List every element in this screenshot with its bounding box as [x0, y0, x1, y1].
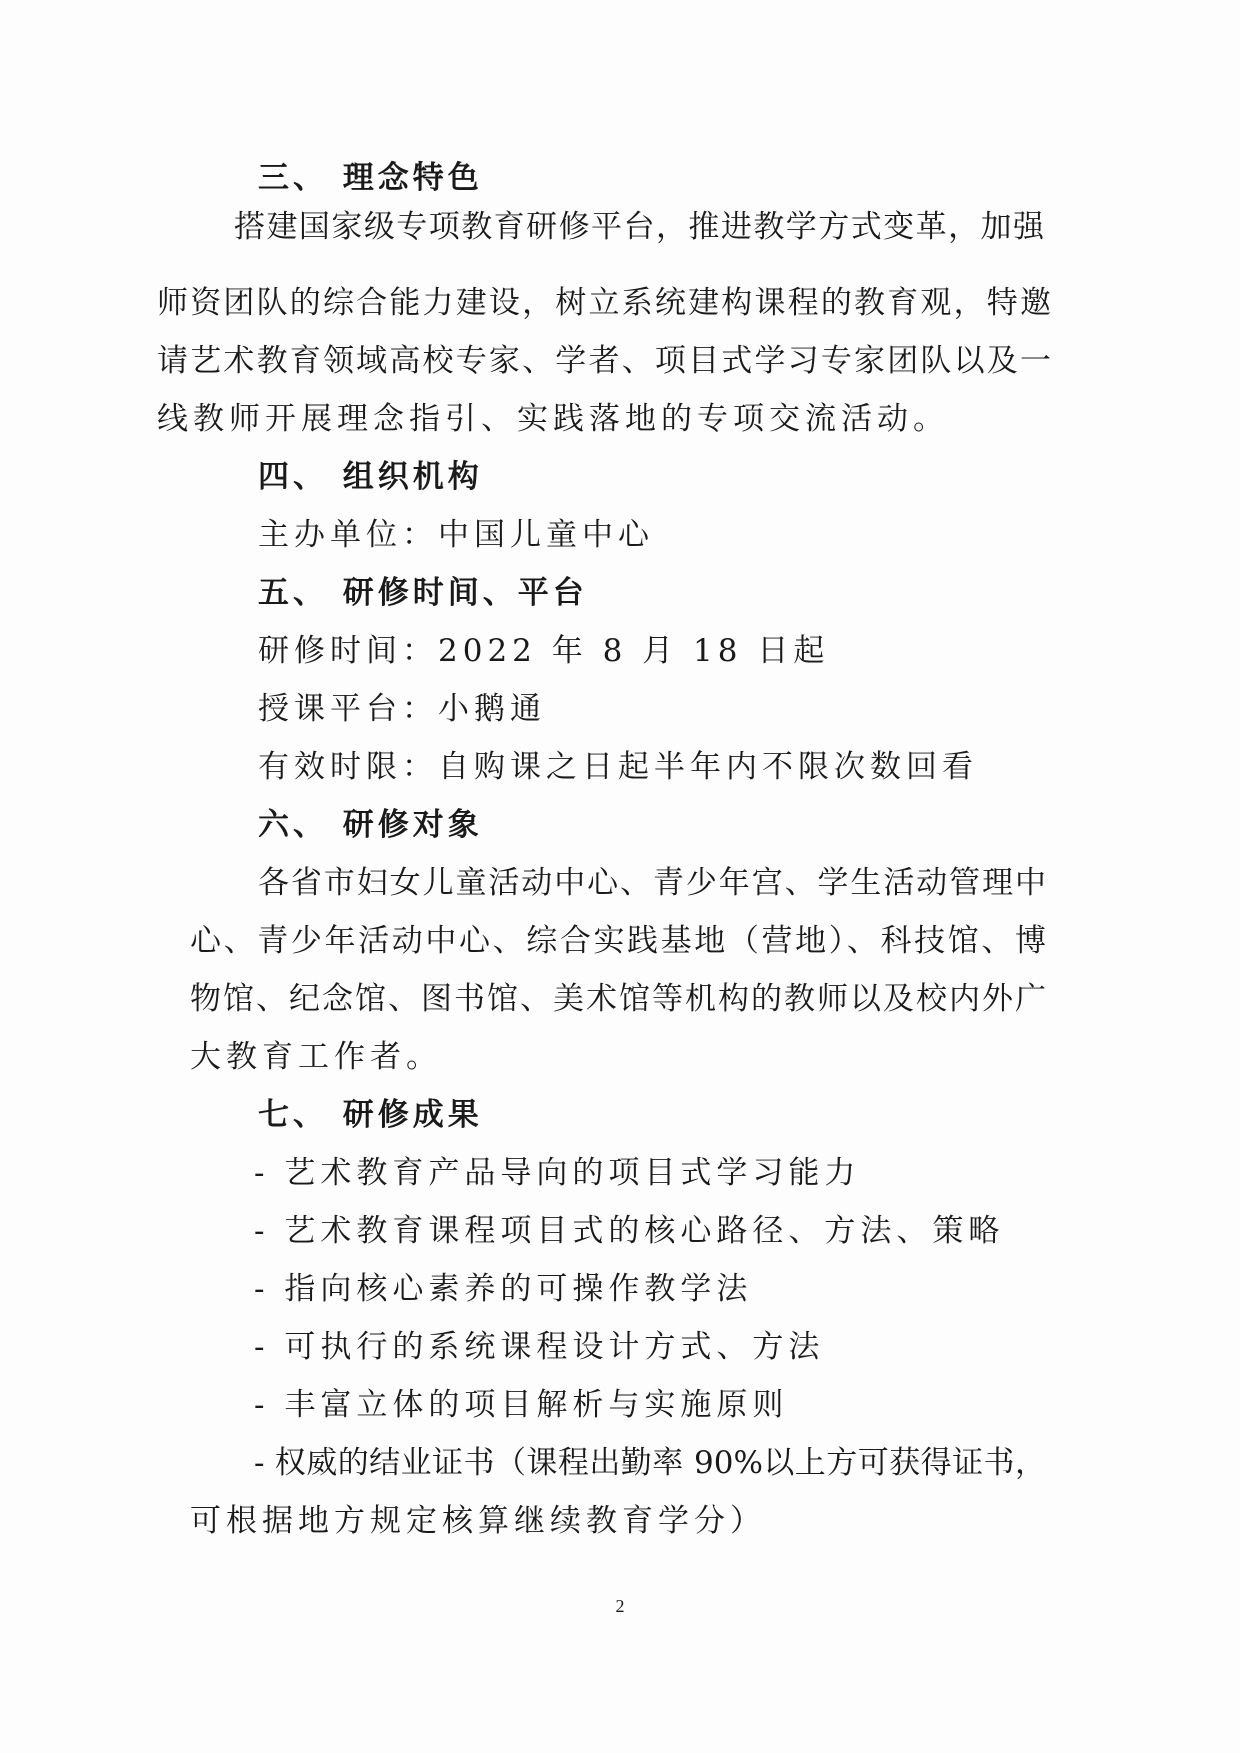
- study-time-line: 研修时间：2022 年 8 月 18 日起: [258, 633, 830, 669]
- paragraph-line: 大教育工作者。: [190, 1039, 442, 1075]
- section-heading-concept: 三、 理念特色: [258, 160, 483, 196]
- list-item: - 指向核心素养的可操作教学法: [254, 1271, 753, 1307]
- page-number: 2: [615, 1596, 625, 1616]
- validity-line: 有效时限：自购课之日起半年内不限次数回看: [258, 749, 978, 785]
- list-item: - 艺术教育课程项目式的核心路径、方法、策略: [254, 1213, 1005, 1249]
- section-heading-outcomes: 七、 研修成果: [258, 1097, 483, 1133]
- section-heading-organization: 四、 组织机构: [258, 459, 483, 495]
- list-item-continuation: 可根据地方规定核算继续教育学分）: [190, 1503, 766, 1539]
- section-heading-audience: 六、 研修对象: [258, 807, 483, 843]
- list-item: - 权威的结业证书（课程出勤率 90%以上方可获得证书，: [254, 1445, 1046, 1481]
- list-item: - 艺术教育产品导向的项目式学习能力: [254, 1155, 861, 1191]
- organizer-line: 主办单位：中国儿童中心: [258, 517, 654, 553]
- paragraph-line: 心、青少年活动中心、综合实践基地（营地）、科技馆、博: [190, 923, 1046, 959]
- platform-line: 授课平台：小鹅通: [258, 691, 546, 727]
- paragraph-line: 各省市妇女儿童活动中心、青少年宫、学生活动管理中: [258, 865, 1046, 901]
- paragraph-line: 线教师开展理念指引、实践落地的专项交流活动。: [157, 401, 949, 437]
- paragraph-line: 物馆、纪念馆、图书馆、美术馆等机构的教师以及校内外广: [190, 981, 1046, 1017]
- section-heading-time-platform: 五、 研修时间、平台: [258, 575, 588, 611]
- list-item: - 丰富立体的项目解析与实施原则: [254, 1387, 789, 1423]
- list-item: - 可执行的系统课程设计方式、方法: [254, 1329, 825, 1365]
- paragraph-line: 搭建国家级专项教育研修平台，推进教学方式变革，加强: [234, 209, 1044, 245]
- paragraph-line: 请艺术教育领域高校专家、学者、项目式学习专家团队以及一: [157, 343, 1051, 379]
- paragraph-line: 师资团队的综合能力建设，树立系统建构课程的教育观，特邀: [157, 285, 1051, 321]
